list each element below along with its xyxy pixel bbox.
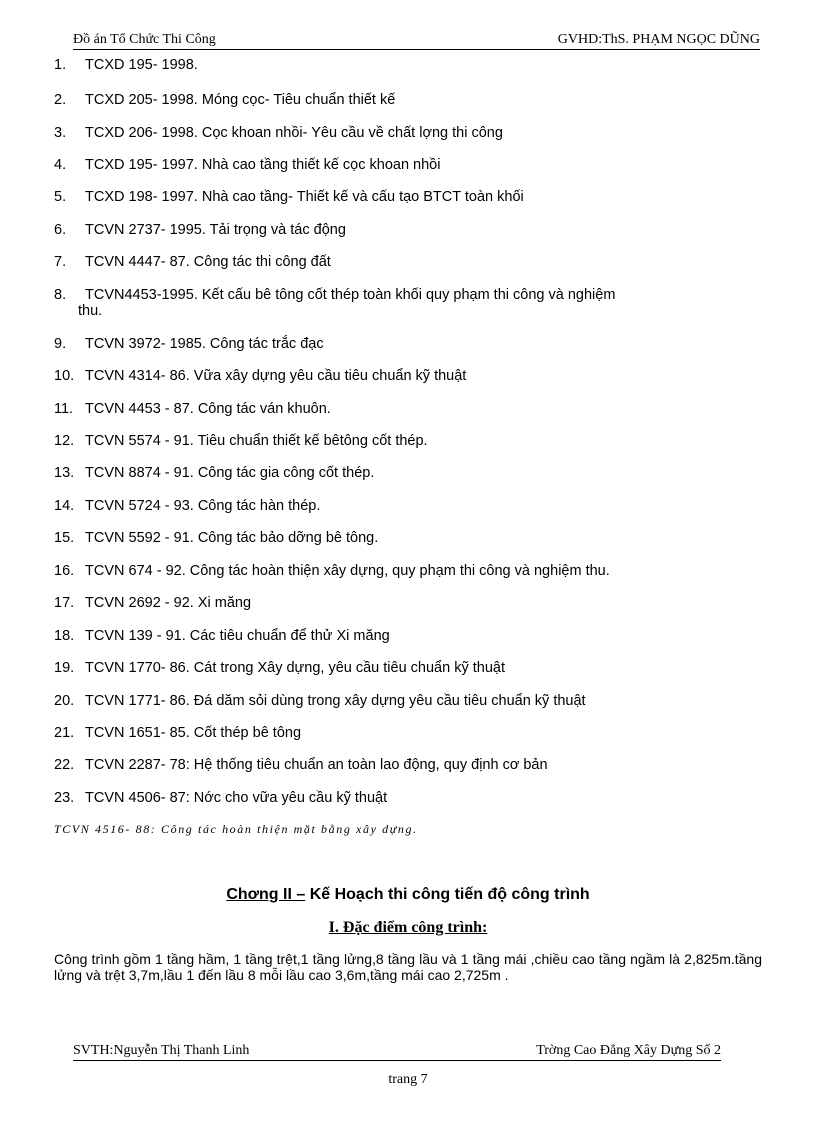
list-item: 9. TCVN 3972- 1985. Công tác trắc đạc: [54, 336, 324, 352]
list-item: 11. TCVN 4453 - 87. Công tác ván khuôn.: [54, 401, 331, 417]
header-instructor: GVHD:ThS. PHẠM NGỌC DŨNG: [557, 32, 760, 47]
list-item: 2. TCXD 205- 1998. Móng cọc- Tiêu chuẩn thiết kế: [54, 92, 396, 108]
list-item: 17. TCVN 2692 - 92. Xi măng: [54, 595, 252, 611]
list-item: 5. TCXD 198- 1997. Nhà cao tầng- Thiết kế và cấu tạo BTCT toàn khối: [54, 189, 524, 205]
page-number: trang 7: [388, 1072, 428, 1087]
list-item: 3. TCXD 206- 1998. Cọc khoan nhồi- Yêu cầu về chất lợng thi công: [54, 125, 503, 141]
body-paragraph: Công trình gồm 1 tầng hầm, 1 tầng trệt,1 tầng lửng,8 tầng lầu và 1 tầng mái ,chiều cao tầng ngầm là 2,825m.tầng lửng và trệt 3,7m,lầu 1 đến lầu 8 mỗi lầu cao 3,6m,tầng mái cao 2,725m .: [54, 951, 762, 983]
list-item: 16. TCVN 674 - 92. Công tác hoàn thiện xây dựng, quy phạm thi công và nghiệm thu.: [54, 563, 610, 579]
list-item: 8. TCVN4453-1995. Kết cấu bê tông cốt thép toàn khối quy phạm thi công và nghiệm thu.: [54, 287, 616, 319]
list-item: 14. TCVN 5724 - 93. Công tác hàn thép.: [54, 498, 321, 514]
list-item: 1. TCXD 195- 1998.: [54, 57, 198, 73]
list-item: 12. TCVN 5574 - 91. Tiêu chuẩn thiết kế bêtông cốt thép.: [54, 433, 428, 449]
list-item: 13. TCVN 8874 - 91. Công tác gia công cốt thép.: [54, 465, 375, 481]
list-item: 15. TCVN 5592 - 91. Công tác bảo dỡng bê tông.: [54, 530, 379, 546]
list-item: 10. TCVN 4314- 86. Vữa xây dựng yêu cầu tiêu chuẩn kỹ thuật: [54, 368, 467, 384]
list-item: 6. TCVN 2737- 1995. Tải trọng và tác động: [54, 222, 346, 238]
chapter-title: Kế Hoạch thi công tiến độ công trình: [305, 886, 590, 903]
list-item: 4. TCXD 195- 1997. Nhà cao tầng thiết kế cọc khoan nhồi: [54, 157, 441, 173]
chapter-number: Chơng II –: [226, 886, 306, 903]
list-item: 18. TCVN 139 - 91. Các tiêu chuẩn để thử Xi măng: [54, 628, 390, 644]
footer-school: Trờng Cao Đẳng Xây Dựng Số 2: [536, 1043, 721, 1058]
page-header: [73, 27, 760, 50]
section-heading: I. Đặc điểm công trình:: [328, 919, 488, 936]
extra-reference: TCVN 4516- 88: Công tác hoàn thiện mặt bằng xây dựng.: [54, 822, 418, 836]
list-item: 21. TCVN 1651- 85. Cốt thép bê tông: [54, 725, 302, 741]
list-item: 22. TCVN 2287- 78: Hệ thống tiêu chuẩn an toàn lao động, quy định cơ bản: [54, 757, 548, 773]
chapter-heading: [0, 886, 816, 904]
header-project-title: Đồ án Tổ Chức Thi Công: [73, 32, 216, 47]
footer-student: SVTH:Nguyễn Thị Thanh Linh: [73, 1043, 250, 1058]
list-item: 19. TCVN 1770- 86. Cát trong Xây dựng, yêu cầu tiêu chuẩn kỹ thuật: [54, 660, 505, 676]
list-item: 20. TCVN 1771- 86. Đá dăm sỏi dùng trong xây dựng yêu cầu tiêu chuẩn kỹ thuật: [54, 693, 586, 709]
list-item: 23. TCVN 4506- 87: Nớc cho vữa yêu cầu kỹ thuật: [54, 790, 388, 806]
list-item: 7. TCVN 4447- 87. Công tác thi công đất: [54, 254, 331, 270]
page-footer: [73, 1042, 721, 1061]
